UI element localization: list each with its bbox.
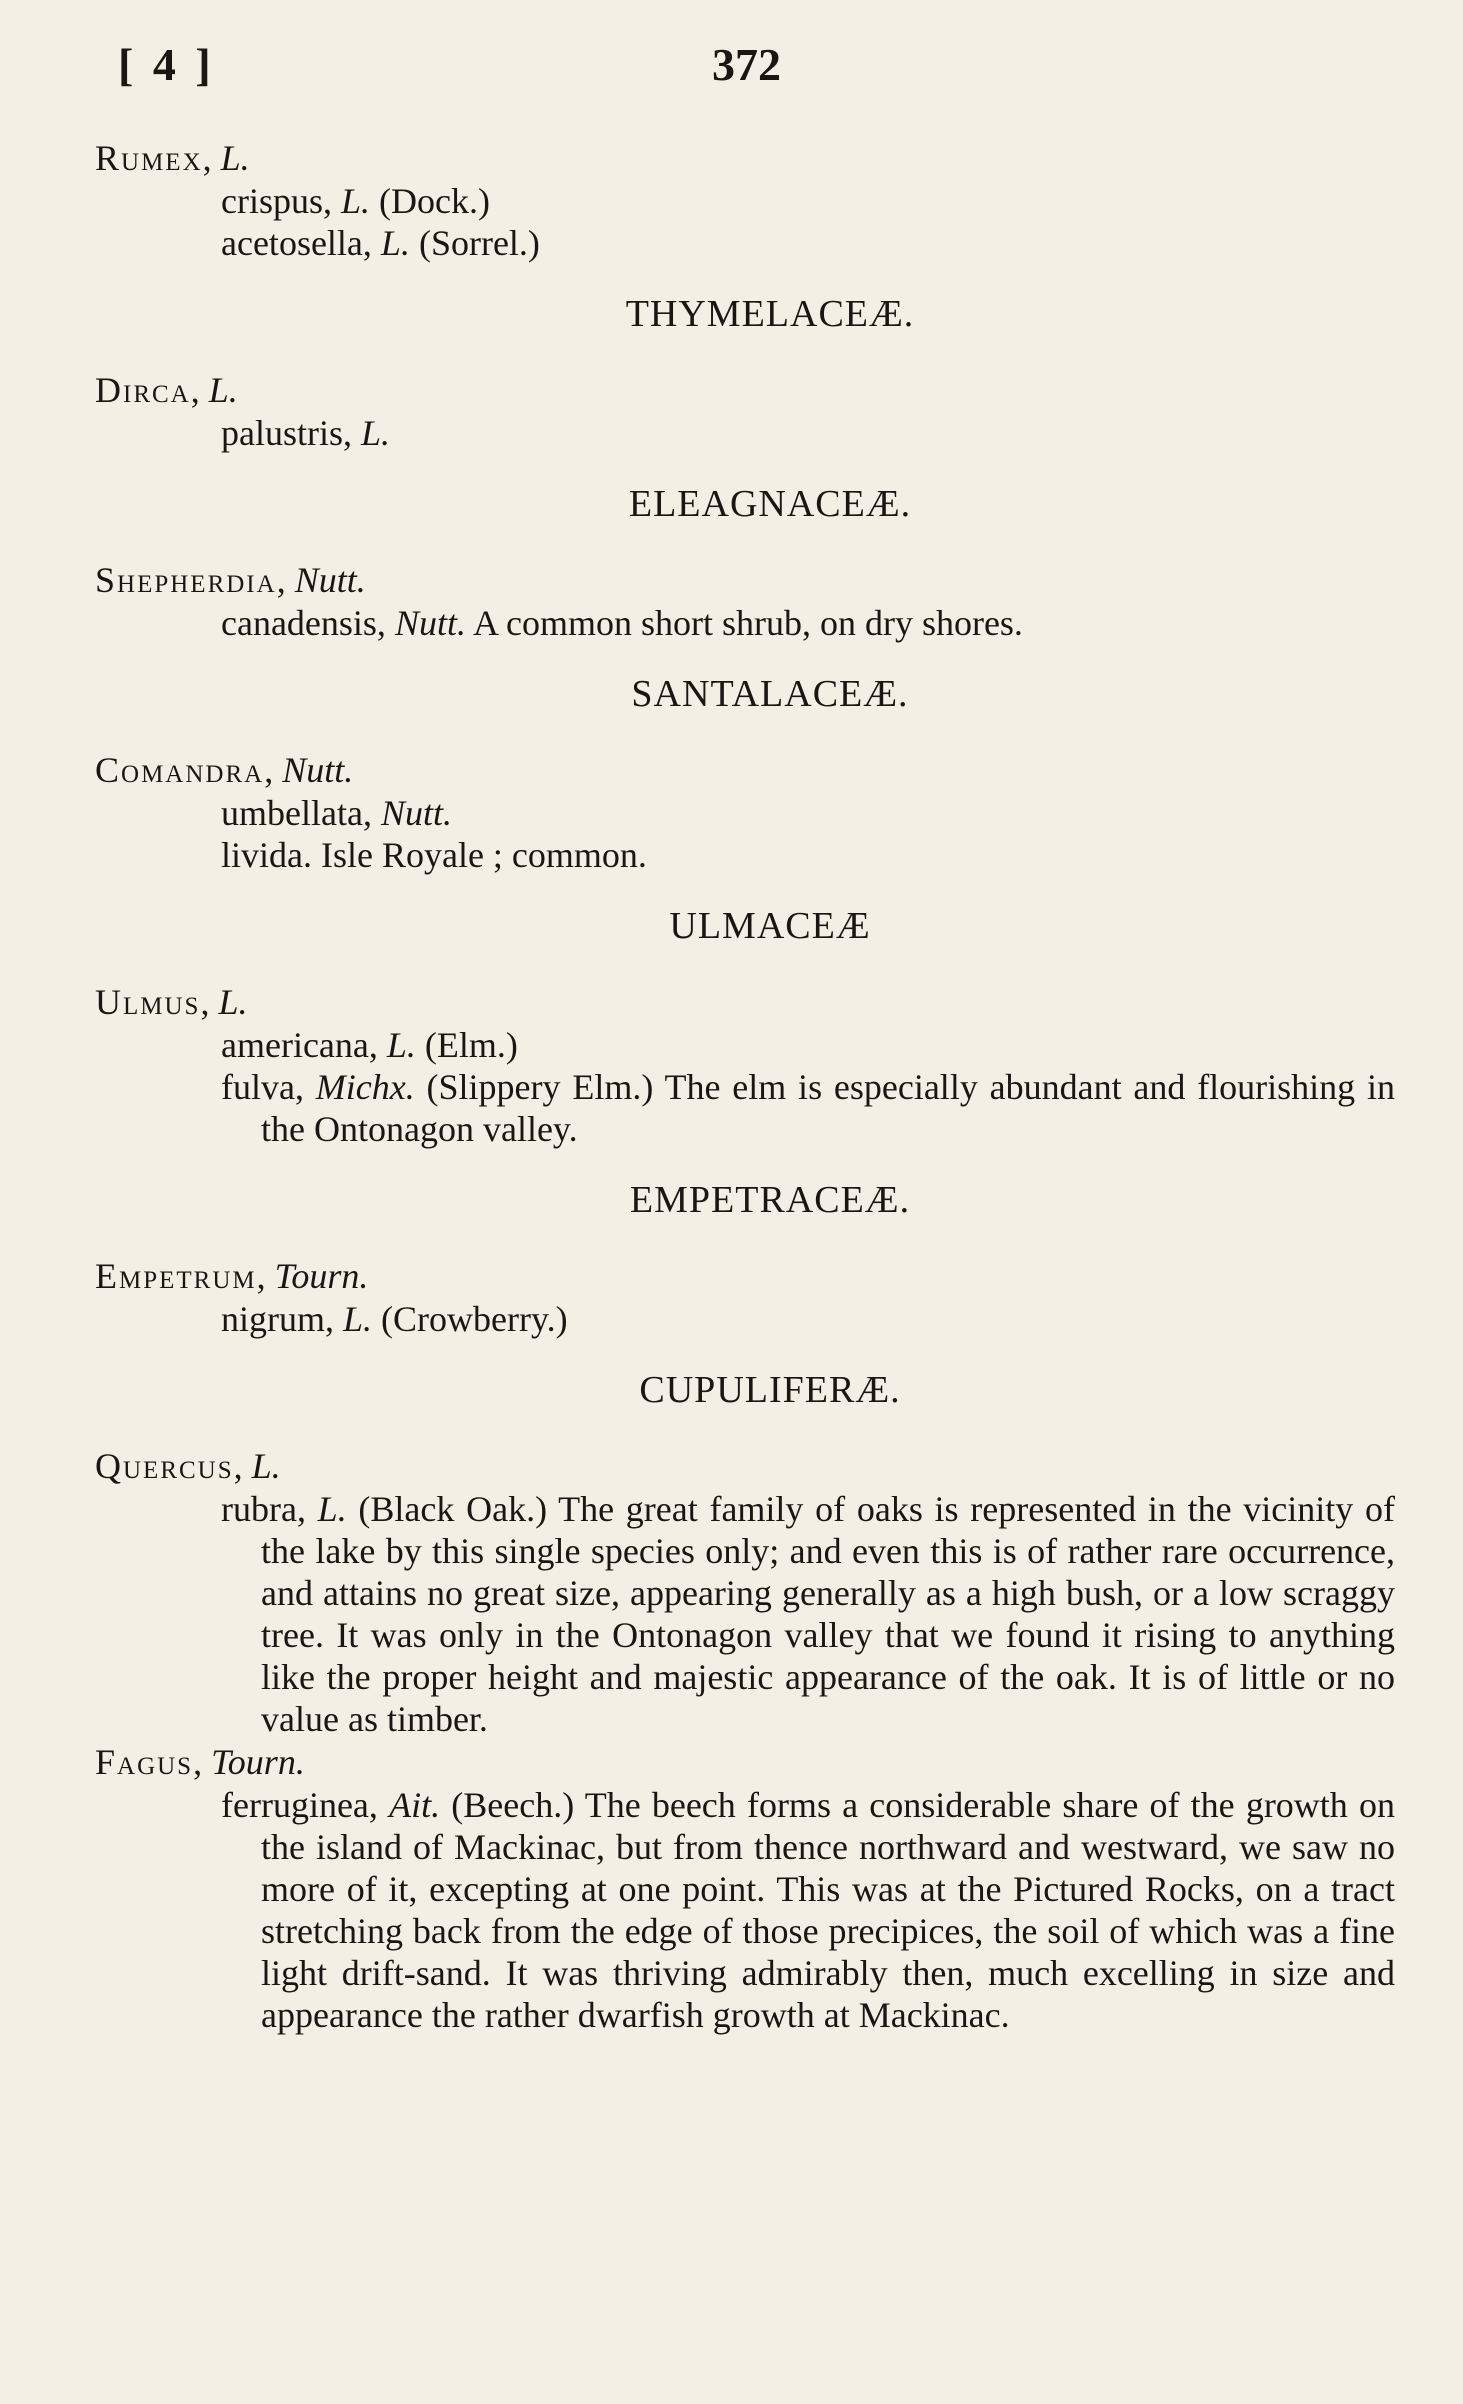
family-heading: SANTALACEÆ. [631,673,909,715]
species-author: L. [317,1489,347,1529]
species-author: L. [361,413,391,453]
species-note: (Beech.) The beech forms a considerable share of the growth on the island of Mackinac, but from thence northward and westward, we saw no more of it, excepting at one point. This was at the Pictured Rocks, on a tract stretching back from the edge of those precipices, the soil of which was a fine light drift-sand. It was thriving admirably then, much excelling in size and appearance the rather dwarfish growth at Mackinac. [261,1785,1395,2035]
species-entry [221,1066,1395,1150]
page-header [0,38,1463,98]
genus-entry: Shepherdia, Nutt. [95,560,366,600]
genus-author: Nutt. [294,560,366,600]
genus-entry: Ulmus, L. [95,982,248,1022]
family-heading: ULMACEÆ [669,905,871,947]
species-name: nigrum, [221,1299,343,1339]
species-name: crispus, [221,181,341,221]
species-note: (Elm.) [415,1025,518,1065]
family-heading: THYMELACEÆ. [625,293,915,335]
species-note: (Slippery Elm.) The elm is especially abundant and flourishing in the Ontonagon valley. [261,1067,1395,1149]
species-entry [221,1024,1395,1066]
species-entry [221,1488,1395,1740]
species-entry [221,1784,1395,2036]
genus-entry: Empetrum, Tourn. [95,1256,369,1296]
species-note: (Black Oak.) The great family of oaks is represented in the vicinity of the lake by this single species only; and even this is of rather rare occurrence, and attains no great size, appearing generally as a high bush, or a low scraggy tree. It was only in the Ontonagon valley that we found it rising to anything like the proper height and majestic appearance of the oak. It is of little or no value as timber. [261,1489,1395,1739]
species-author: Nutt. [394,603,466,643]
species-name: rubra, [221,1489,318,1529]
genus-name: Comandra [95,750,265,790]
family-heading: ELEAGNACEÆ. [628,483,912,525]
species-name: fulva, [221,1067,316,1107]
species-name: livida. Isle Royale ; common. [221,835,647,875]
species-name: ferruginea, [221,1785,390,1825]
genus-name: Fagus [95,1742,194,1782]
genus-author: L. [218,982,248,1022]
species-entry [221,602,1395,644]
species-author: L. [343,1299,373,1339]
family-heading: CUPULIFERÆ. [639,1369,901,1411]
genus-entry: Dirca, L. [95,370,238,410]
genus-entry: Fagus, Tourn. [95,1742,305,1782]
genus-entry: Rumex, L. [95,138,250,178]
genus-name: Empetrum [95,1256,257,1296]
genus-name: Shepherdia [95,560,277,600]
species-note: (Sorrel.) [409,223,540,263]
family-section [95,290,1395,454]
genus-author: Nutt. [282,750,354,790]
genus-author: L. [251,1446,281,1486]
genus-entry: Quercus, L. [95,1446,281,1486]
family-section [95,480,1395,644]
signature-mark: [ 4 ] [118,39,215,90]
species-entry [221,412,1395,454]
species-name: palustris, [221,413,361,453]
genus-author: Tourn. [211,1742,305,1782]
species-entry [221,834,1395,876]
species-author: L. [341,181,371,221]
species-note: A common short shrub, on dry shores. [465,603,1023,643]
species-entry [221,180,1395,222]
species-author: Ait. [389,1785,441,1825]
species-name: canadensis, [221,603,395,643]
genus-name: Rumex [95,138,203,178]
genus-name: Ulmus [95,982,201,1022]
family-section [95,136,1395,264]
family-section [95,1176,1395,1340]
genus-name: Quercus [95,1446,234,1486]
species-author: L. [380,223,410,263]
species-note: (Crowberry.) [372,1299,568,1339]
species-entry [221,1298,1395,1340]
species-author: L. [386,1025,416,1065]
species-note: (Dock.) [370,181,490,221]
genus-entry: Comandra, Nutt. [95,750,354,790]
family-section [95,902,1395,1150]
species-author: Michx. [315,1067,415,1107]
family-section [95,670,1395,876]
species-name: americana, [221,1025,387,1065]
page-body [95,136,1395,2036]
species-name: umbellata, [221,793,381,833]
species-entry [221,222,1395,264]
genus-name: Dirca [95,370,191,410]
family-heading: EMPETRACEÆ. [629,1179,911,1221]
family-section [95,1366,1395,2036]
species-author: Nutt. [380,793,452,833]
species-name: acetosella, [221,223,381,263]
genus-author: L. [208,370,238,410]
genus-author: L. [220,138,250,178]
page-number: 372 [712,39,781,90]
species-entry [221,792,1395,834]
genus-author: Tourn. [274,1256,369,1296]
